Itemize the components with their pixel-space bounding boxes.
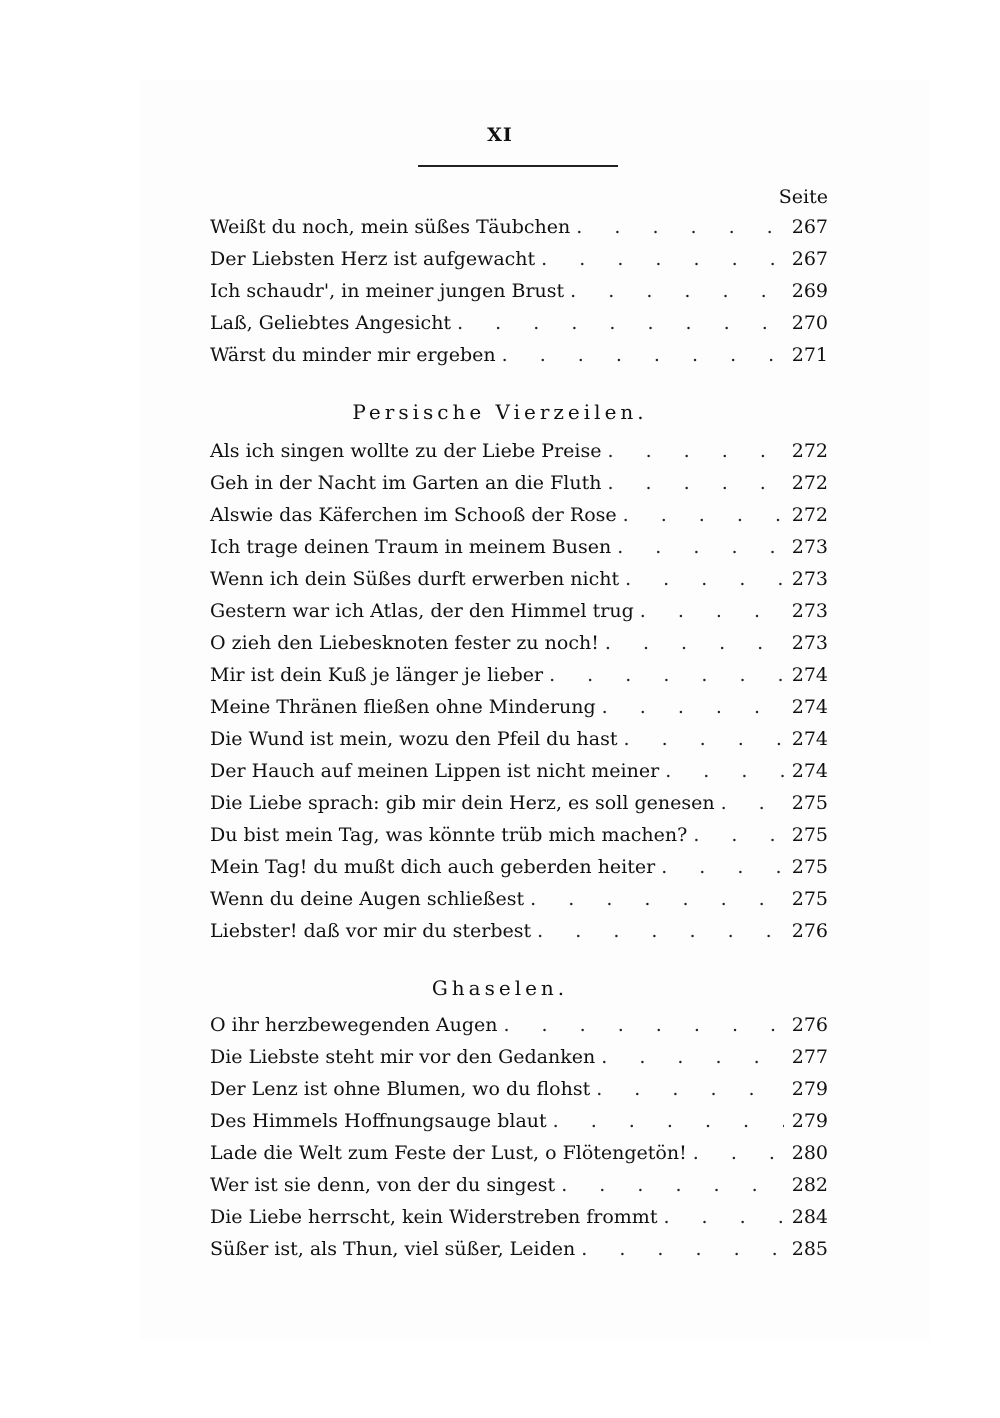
entry-title: O ihr herzbewegenden Augen (210, 1014, 498, 1036)
dot-leader (663, 1206, 784, 1228)
entry-title: Mir ist dein Kuß je länger je lieber (210, 664, 544, 686)
entry-title: Liebster! daß vor mir du sterbest (210, 920, 532, 942)
entry-title: Ich trage deinen Traum in meinem Busen (210, 536, 612, 558)
dot-leader (665, 760, 784, 782)
toc-entry (210, 1174, 828, 1206)
toc-entry (210, 1110, 828, 1142)
toc-entry (210, 728, 828, 760)
entry-title: Wärst du minder mir ergeben (210, 344, 496, 366)
entry-page-number: 272 (791, 440, 828, 462)
header-rule (418, 165, 618, 167)
entry-page-number: 272 (791, 472, 828, 494)
entry-page-number: 285 (791, 1238, 828, 1260)
entry-title: Geh in der Nacht im Garten an die Fluth (210, 472, 602, 494)
entry-title: Der Liebsten Herz ist aufgewacht (210, 248, 536, 270)
entry-page-number: 275 (791, 824, 828, 846)
dot-leader (623, 504, 784, 526)
entry-title: Wenn ich dein Süßes durft erwerben nicht (210, 568, 620, 590)
toc-entry (210, 280, 828, 312)
dot-leader (530, 888, 784, 910)
entry-page-number: 277 (791, 1046, 828, 1068)
toc-entry (210, 824, 828, 856)
dot-leader (693, 1142, 784, 1164)
entry-title: Alswie das Käferchen im Schooß der Rose (210, 504, 617, 526)
toc-entry (210, 1238, 828, 1270)
entry-title: Meine Thränen fließen ohne Minderung (210, 696, 596, 718)
toc-entry (210, 1046, 828, 1078)
entry-title: Der Lenz ist ohne Blumen, wo du flohst (210, 1078, 591, 1100)
toc-entry (210, 760, 828, 792)
entry-title: Mein Tag! du mußt dich auch geberden heiter (210, 856, 656, 878)
dot-leader (624, 728, 785, 750)
entry-title: Wer ist sie denn, von der du singest (210, 1174, 556, 1196)
toc-entry (210, 1078, 828, 1110)
toc-entry (210, 472, 828, 504)
entry-title: Ich schaudr', in meiner jungen Brust (210, 280, 565, 302)
dot-leader (570, 280, 784, 302)
dot-leader (549, 664, 784, 686)
dot-leader (553, 1110, 784, 1132)
entry-title: Des Himmels Hoffnungsauge blaut (210, 1110, 547, 1132)
entry-page-number: 273 (791, 568, 828, 590)
dot-leader (503, 1014, 784, 1036)
dot-leader (608, 440, 785, 462)
dot-leader (576, 216, 784, 238)
dot-leader (625, 568, 784, 590)
dot-leader (502, 344, 784, 366)
toc-entry (210, 216, 828, 248)
dot-leader (605, 632, 784, 654)
toc-section-ghaselen (210, 1014, 828, 1270)
entry-title: Die Liebe herrscht, kein Widerstreben frommt (210, 1206, 658, 1228)
entry-page-number: 276 (791, 1014, 828, 1036)
entry-page-number: 274 (791, 696, 828, 718)
entry-title: Laß, Geliebtes Angesicht (210, 312, 452, 334)
page-column-header: Seite (778, 186, 828, 208)
toc-section-untitled (210, 216, 828, 376)
toc-entry (210, 344, 828, 376)
entry-page-number: 273 (791, 600, 828, 622)
toc-entry (210, 248, 828, 280)
entry-page-number: 276 (791, 920, 828, 942)
section-heading-persische-vierzeilen: Persische Vierzeilen. (352, 400, 648, 424)
entry-title: Der Hauch auf meinen Lippen ist nicht meiner (210, 760, 660, 782)
entry-title: Süßer ist, als Thun, viel süßer, Leiden (210, 1238, 576, 1260)
toc-entry (210, 312, 828, 344)
entry-title: Als ich singen wollte zu der Liebe Preise (210, 440, 602, 462)
entry-page-number: 274 (791, 728, 828, 750)
entry-page-number: 271 (791, 344, 828, 366)
entry-page-number: 267 (791, 248, 828, 270)
entry-title: Wenn du deine Augen schließest (210, 888, 525, 910)
toc-entry (210, 1014, 828, 1046)
toc-entry (210, 1206, 828, 1238)
dot-leader (617, 536, 784, 558)
entry-page-number: 267 (791, 216, 828, 238)
entry-title: Die Wund ist mein, wozu den Pfeil du hast (210, 728, 618, 750)
toc-entry (210, 920, 828, 952)
dot-leader (602, 696, 784, 718)
toc-entry (210, 696, 828, 728)
dot-leader (721, 792, 784, 814)
entry-page-number: 269 (791, 280, 828, 302)
toc-entry (210, 568, 828, 600)
dot-leader (661, 856, 784, 878)
entry-page-number: 279 (791, 1110, 828, 1132)
toc-entry (210, 856, 828, 888)
entry-page-number: 275 (791, 792, 828, 814)
toc-entry (210, 792, 828, 824)
entry-page-number: 272 (791, 504, 828, 526)
toc-entry (210, 600, 828, 632)
toc-entry (210, 1142, 828, 1174)
entry-title: Weißt du noch, mein süßes Täubchen (210, 216, 571, 238)
page-number: XI (487, 124, 513, 146)
dot-leader (601, 1046, 784, 1068)
toc-entry (210, 536, 828, 568)
dot-leader (693, 824, 784, 846)
dot-leader (541, 248, 784, 270)
entry-page-number: 270 (791, 312, 828, 334)
entry-page-number: 275 (791, 856, 828, 878)
toc-entry (210, 504, 828, 536)
entry-page-number: 282 (791, 1174, 828, 1196)
section-heading-ghaselen: Ghaselen. (431, 976, 569, 1000)
toc-entry (210, 888, 828, 920)
toc-entry (210, 440, 828, 472)
entry-page-number: 274 (791, 760, 828, 782)
entry-page-number: 274 (791, 664, 828, 686)
dot-leader (537, 920, 784, 942)
entry-page-number: 280 (791, 1142, 828, 1164)
entry-page-number: 284 (791, 1206, 828, 1228)
toc-entry (210, 632, 828, 664)
dot-leader (607, 472, 784, 494)
entry-page-number: 273 (791, 632, 828, 654)
entry-title: Die Liebste steht mir vor den Gedanken (210, 1046, 596, 1068)
dot-leader (457, 312, 784, 334)
entry-title: O zieh den Liebesknoten fester zu noch! (210, 632, 599, 654)
dot-leader (640, 600, 784, 622)
dot-leader (596, 1078, 784, 1100)
toc-section-persische-vierzeilen (210, 440, 828, 952)
entry-title: Lade die Welt zum Feste der Lust, o Flötengetön! (210, 1142, 687, 1164)
toc-entry (210, 664, 828, 696)
entry-title: Du bist mein Tag, was könnte trüb mich machen? (210, 824, 688, 846)
entry-page-number: 275 (791, 888, 828, 910)
entry-title: Die Liebe sprach: gib mir dein Herz, es soll genesen (210, 792, 715, 814)
entry-page-number: 279 (791, 1078, 828, 1100)
dot-leader (561, 1174, 784, 1196)
dot-leader (581, 1238, 784, 1260)
entry-title: Gestern war ich Atlas, der den Himmel trug (210, 600, 634, 622)
entry-page-number: 273 (791, 536, 828, 558)
